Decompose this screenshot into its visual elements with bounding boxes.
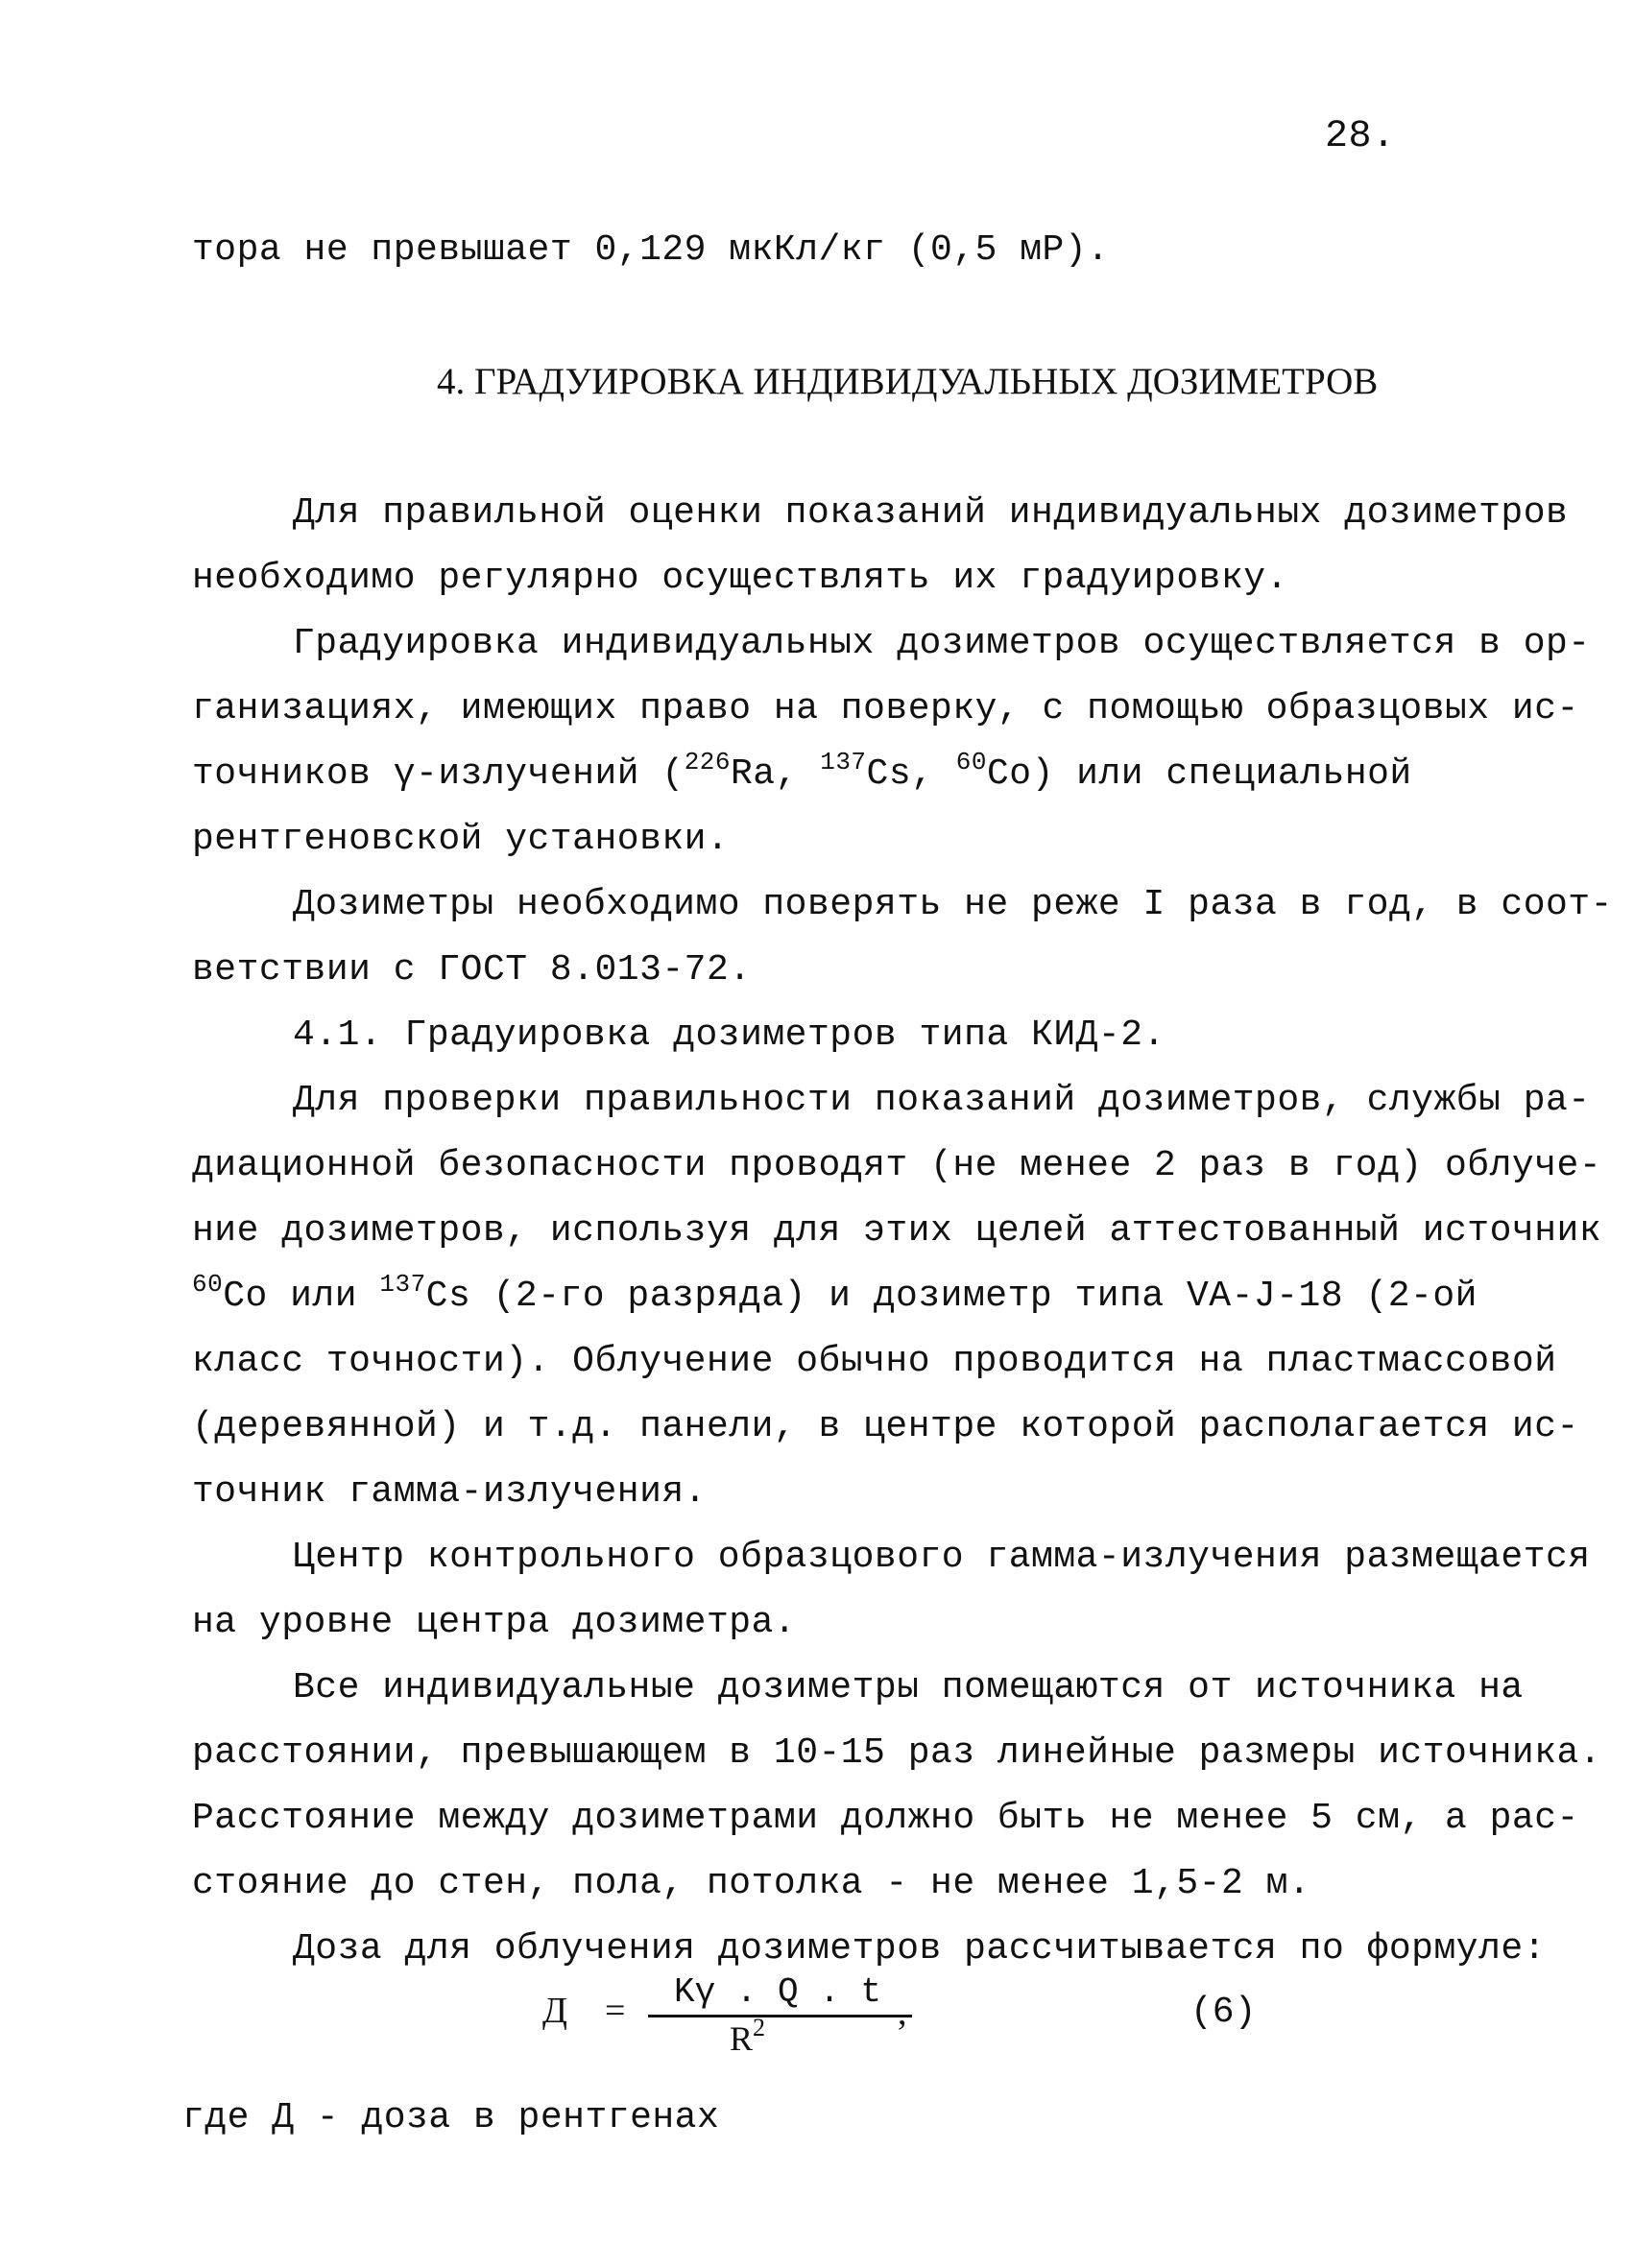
denominator-exponent: 2 bbox=[753, 2014, 766, 2041]
text-line: Все индивидуальные дозиметры помещаются от источника на bbox=[293, 1667, 1524, 1708]
formula-lhs: Д bbox=[542, 1991, 567, 2031]
text-line-isotopes bbox=[192, 1270, 1478, 1319]
text-line: тора не превышает 0,129 мкКл/кг (0,5 мР). bbox=[192, 229, 1110, 271]
formula-equals: = bbox=[605, 1991, 626, 2031]
text-line: (деревянной) и т.д. панели, в центре которой располагается ис- bbox=[192, 1406, 1579, 1447]
text-line: Центр контрольного образцового гамма-излучения размещается bbox=[293, 1537, 1591, 1578]
formula-numerator: Kγ . Q . t bbox=[673, 1972, 882, 2012]
text-line: Доза для облучения дозиметров рассчитывается по формуле: bbox=[293, 1928, 1547, 1970]
text-fragment: Cs (2-го разряда) и дозиметр типа VA-J-18 (2-ой bbox=[425, 1276, 1478, 1317]
text-fragment: Ra, bbox=[731, 753, 821, 795]
text-line: рентгеновской установки. bbox=[192, 819, 730, 860]
denominator-base: R bbox=[730, 2019, 754, 2058]
text-line: стояние до стен, пола, потолка - не менее 1,5-2 м. bbox=[192, 1863, 1311, 1904]
dose-formula bbox=[523, 1972, 1291, 2088]
text-line: Для проверки правильности показаний дозиметров, службы ра- bbox=[293, 1080, 1591, 1121]
subsection-heading: 4.1. Градуировка дозиметров типа КИД-2. bbox=[293, 1015, 1165, 1056]
isotope-mass: 60 bbox=[192, 1270, 224, 1299]
text-line-isotopes bbox=[192, 748, 1412, 797]
fraction-bar bbox=[648, 2015, 912, 2017]
text-line: Для правильной оценки показаний индивидуальных дозиметров bbox=[293, 492, 1569, 534]
text-line: Дозиметры необходимо поверять не реже I раза в год, в соот- bbox=[293, 884, 1613, 925]
text-fragment: Co) или специальной bbox=[986, 753, 1412, 795]
text-fragment: точников γ-излучений ( bbox=[192, 753, 685, 795]
formula-number: (6) bbox=[1190, 1992, 1257, 2033]
text-line: класс точности). Облучение обычно проводится на пластмассовой bbox=[192, 1341, 1557, 1382]
isotope-mass: 226 bbox=[684, 748, 731, 776]
formula-denominator bbox=[730, 2014, 766, 2059]
text-line: ветствии с ГОСТ 8.013-72. bbox=[192, 949, 752, 991]
text-line: ние дозиметров, используя для этих целей аттестованный источник bbox=[192, 1210, 1602, 1252]
text-line: диационной безопасности проводят (не менее 2 раз в год) облуче- bbox=[192, 1145, 1602, 1186]
text-line: расстоянии, превышающем в 10-15 раз линейные размеры источника. bbox=[192, 1732, 1602, 1774]
text-line: необходимо регулярно осуществлять их градуировку. bbox=[192, 558, 1288, 599]
text-fragment: Co или bbox=[223, 1276, 380, 1317]
text-line: точник гамма-излучения. bbox=[192, 1471, 707, 1513]
isotope-mass: 60 bbox=[955, 748, 987, 776]
isotope-mass: 137 bbox=[820, 748, 867, 776]
isotope-mass: 137 bbox=[379, 1270, 426, 1299]
text-line: Расстояние между дозиметрами должно быть не менее 5 см, а рас- bbox=[192, 1798, 1579, 1839]
text-line: Градуировка индивидуальных дозиметров осуществляется в ор- bbox=[293, 623, 1591, 664]
text-line: ганизациях, имеющих право на поверку, с помощью образцовых ис- bbox=[192, 688, 1579, 729]
text-fragment: Cs, bbox=[866, 753, 956, 795]
page-number: 28. bbox=[1325, 115, 1396, 158]
text-line: на уровне центра дозиметра. bbox=[192, 1602, 797, 1643]
text-line: где Д - доза в рентгенах bbox=[182, 2097, 720, 2138]
section-heading: 4. ГРАДУИРОВКА ИНДИВИДУАЛЬНЫХ ДОЗИМЕТРОВ bbox=[437, 361, 1379, 402]
formula-comma: , bbox=[898, 1993, 907, 2033]
